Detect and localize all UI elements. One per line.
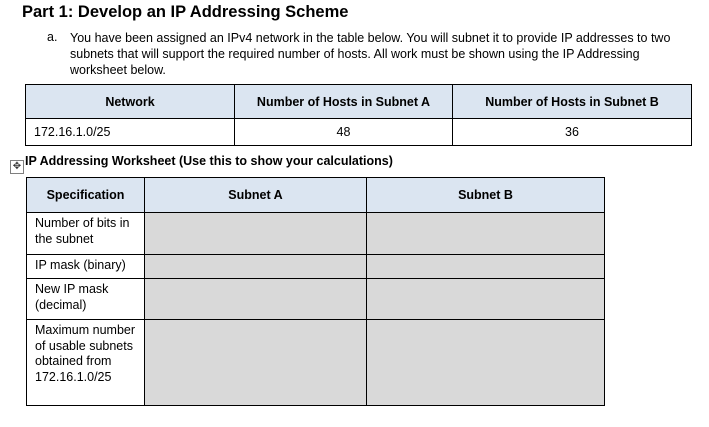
subnet-a-mask-binary-cell[interactable] — [145, 255, 367, 279]
network-table — [25, 84, 692, 146]
part-title: Part 1: Develop an IP Addressing Scheme — [22, 3, 349, 21]
table-row — [27, 213, 605, 255]
header-specification: Specification — [27, 178, 145, 213]
spec-new-ip-mask-decimal: New IP mask (decimal) — [27, 279, 145, 320]
hosts-a-value[interactable]: 48 — [235, 119, 453, 146]
header-hosts-subnet-b: Number of Hosts in Subnet B — [453, 85, 692, 119]
subnet-b-bits-cell[interactable] — [367, 213, 605, 255]
table-row — [27, 320, 605, 406]
hosts-b-value[interactable]: 36 — [453, 119, 692, 146]
table-row — [27, 255, 605, 279]
header-subnet-b: Subnet B — [367, 178, 605, 213]
table-row — [26, 119, 692, 146]
header-hosts-subnet-a: Number of Hosts in Subnet A — [235, 85, 453, 119]
instructions-paragraph: You have been assigned an IPv4 network in the table below. You will subnet it to provide IP addresses to two subnets that will support the required number of hosts. All work must be shown using the IP Addressing worksheet below. — [70, 31, 671, 77]
header-network: Network — [26, 85, 235, 119]
worksheet-header-row — [27, 178, 605, 213]
subnet-a-mask-decimal-cell[interactable] — [145, 279, 367, 320]
worksheet-caption: IP Addressing Worksheet (Use this to show your calculations) — [25, 154, 393, 168]
network-value[interactable]: 172.16.1.0/25 — [26, 119, 235, 146]
worksheet-table — [26, 177, 605, 406]
spec-max-usable-subnets: Maximum number of usable subnets obtained from 172.16.1.0/25 — [27, 320, 145, 406]
table-row — [27, 279, 605, 320]
subnet-b-max-subnets-cell[interactable] — [367, 320, 605, 406]
network-table-header-row — [26, 85, 692, 119]
spec-ip-mask-binary: IP mask (binary) — [27, 255, 145, 279]
subnet-a-bits-cell[interactable] — [145, 213, 367, 255]
move-arrows-icon[interactable]: ✥ — [10, 160, 24, 174]
header-subnet-a: Subnet A — [145, 178, 367, 213]
subnet-b-mask-decimal-cell[interactable] — [367, 279, 605, 320]
subnet-a-max-subnets-cell[interactable] — [145, 320, 367, 406]
spec-bits-in-subnet: Number of bits in the subnet — [27, 213, 145, 255]
list-marker: a. — [47, 30, 58, 44]
subnet-b-mask-binary-cell[interactable] — [367, 255, 605, 279]
